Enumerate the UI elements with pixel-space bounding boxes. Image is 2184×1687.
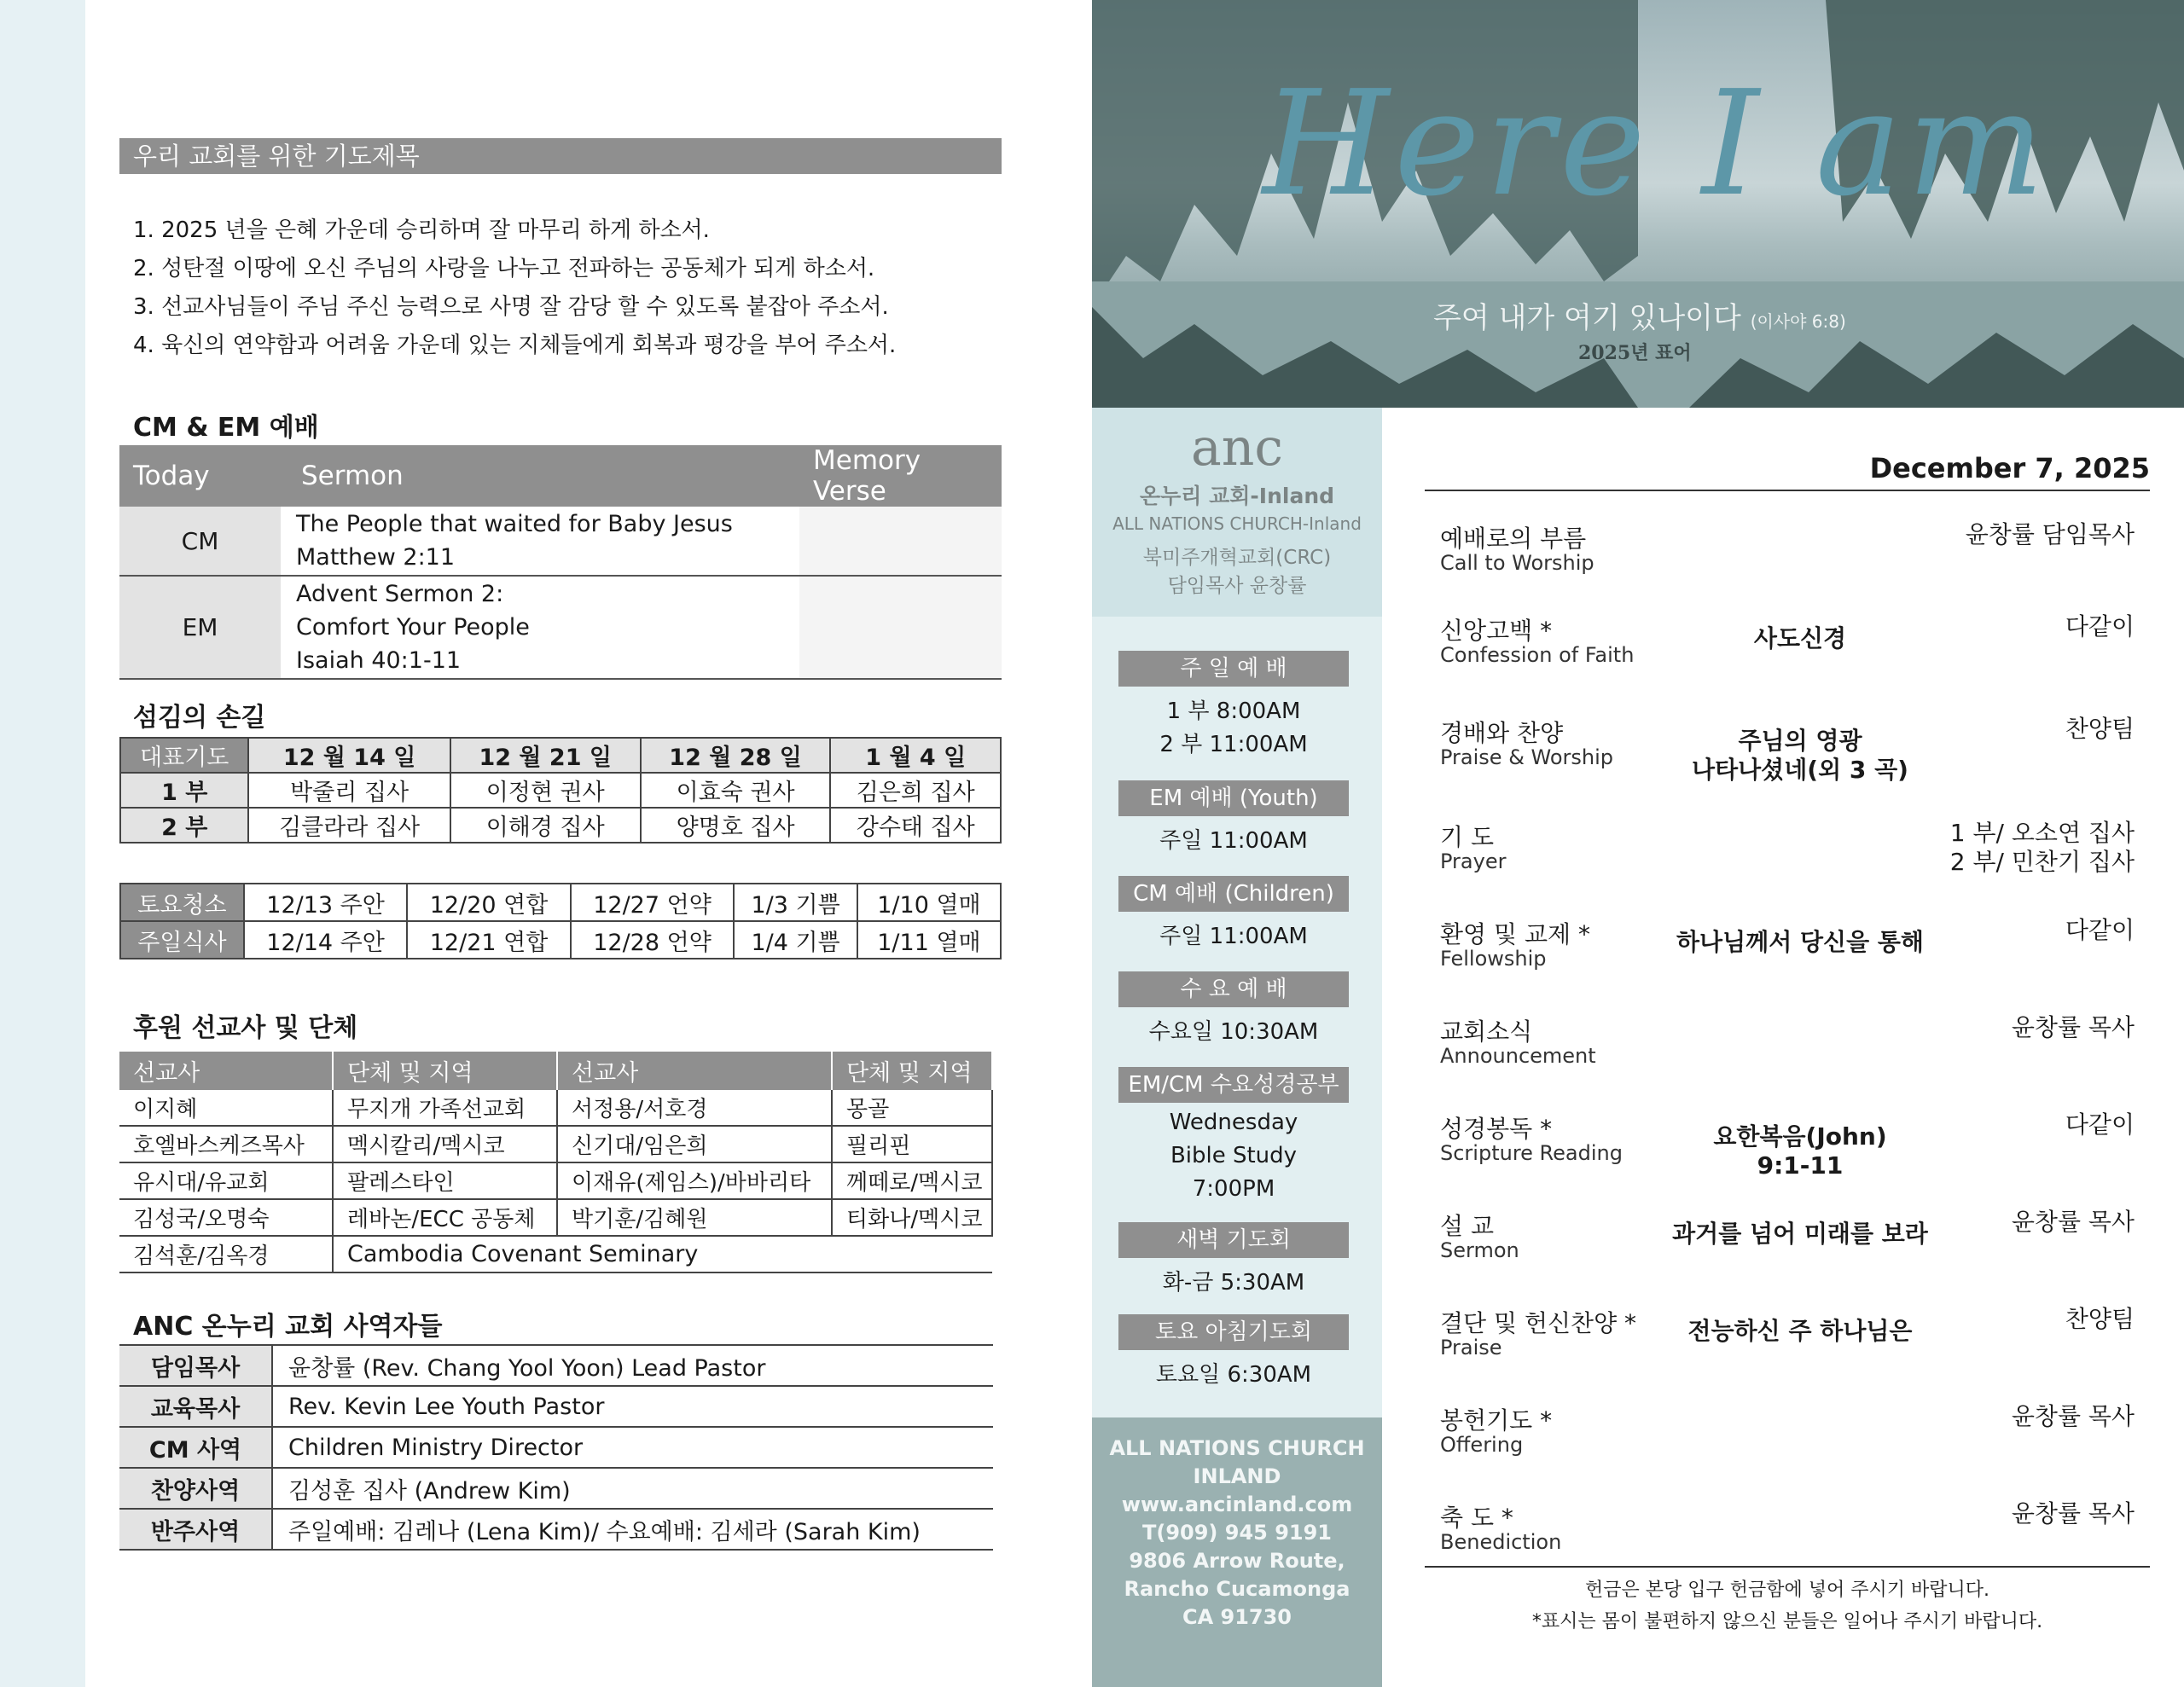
usher-cell: 박줄리 집사 xyxy=(248,773,450,808)
order-item-en: Praise xyxy=(1440,1336,1502,1359)
service-label: EM xyxy=(119,576,281,679)
footnotes xyxy=(1425,1574,2150,1638)
contact-line: CA 91730 xyxy=(1182,1605,1292,1629)
mission-cell: 신기대/임은희 xyxy=(557,1126,832,1162)
mission-cell: 박기훈/김혜원 xyxy=(557,1199,832,1236)
memory-verse xyxy=(799,576,1002,679)
usher-header: 12 월 28 일 xyxy=(641,738,831,773)
banner-verse-ko: 주여 내가 여기 있나이다 xyxy=(1433,301,1741,335)
usher-header: 12 월 21 일 xyxy=(450,738,641,773)
cleaning-cell: 1/11 열매 xyxy=(857,921,1001,959)
order-item-leader: 1 부/ 오소연 집사 2 부/ 민찬기 집사 xyxy=(1949,819,2135,876)
usher-header: 대표기도 xyxy=(120,738,248,773)
mission-cell: 필리핀 xyxy=(832,1126,992,1162)
order-item-ko: 봉헌기도 * xyxy=(1440,1406,1553,1435)
schedule-line: 주일 11:00AM xyxy=(1159,924,1308,949)
staff-row xyxy=(119,1468,993,1509)
order-item-leader: 윤창률 목사 xyxy=(2011,1013,2135,1041)
logo-name-en: ALL NATIONS CHURCH-Inland xyxy=(1112,513,1362,534)
cleaning-cell: 12/27 언약 xyxy=(571,884,734,921)
col-missionary-1: 선교사 xyxy=(119,1052,333,1090)
order-item-ko: 경배와 찬양 xyxy=(1440,719,1564,747)
logo-pastor: 담임목사 윤창률 xyxy=(1167,575,1307,597)
schedule-title: 새벽 기도회 xyxy=(1118,1222,1349,1258)
order-item-ko: 성경봉독 * xyxy=(1440,1115,1553,1143)
service-label: CM xyxy=(119,507,281,576)
order-item-leader: 윤창률 목사 xyxy=(2011,1208,2135,1236)
mission-cell: 호엘바스케즈목사 xyxy=(119,1126,333,1162)
cleaning-cell: 12/14 주안 xyxy=(244,921,407,959)
sermon-line: The People that waited for Baby Jesus xyxy=(296,511,733,537)
order-item-ko: 기 도 xyxy=(1440,823,1494,851)
staff-name: 김성훈 집사 (Andrew Kim) xyxy=(272,1468,993,1509)
left-decorative-strip xyxy=(0,0,85,1687)
mission-cell: 유시대/유교회 xyxy=(119,1162,333,1199)
staff-name: Rev. Kevin Lee Youth Pastor xyxy=(272,1386,993,1427)
cleaning-cell: 12/21 연합 xyxy=(407,921,570,959)
order-item-en: Benediction xyxy=(1440,1530,1562,1554)
footnote-offering: 헌금은 본당 입구 헌금함에 넣어 주시기 바랍니다. xyxy=(1585,1580,1989,1601)
anc-logo-icon: anc xyxy=(1190,418,1284,478)
service-sermon xyxy=(281,507,799,576)
schedule-title: 수 요 예 배 xyxy=(1118,971,1349,1007)
cleaning-row xyxy=(120,884,1001,921)
schedule-line: 주일 11:00AM xyxy=(1159,828,1308,854)
service-section-title: CM & EM 예배 xyxy=(133,413,319,443)
service-table xyxy=(119,445,1002,680)
contact-line: T(909) 945 9191 xyxy=(1141,1521,1332,1545)
order-item-leader: 찬양팀 xyxy=(2065,715,2135,743)
schedule-line: 수요일 10:30AM xyxy=(1148,1019,1319,1045)
usher-cell: 이정현 권사 xyxy=(450,773,641,808)
schedule-line: 2 부 11:00AM xyxy=(1159,732,1308,757)
missions-table xyxy=(119,1052,993,1273)
schedule-line: 1 부 8:00AM xyxy=(1166,699,1301,724)
contact-line: www.ancinland.com xyxy=(1121,1493,1353,1516)
logo-denomination: 북미주개혁교회(CRC) xyxy=(1142,547,1332,569)
order-bottom-rule xyxy=(1425,1566,2150,1568)
staff-name: Children Ministry Director xyxy=(272,1427,993,1468)
order-item-en: Scripture Reading xyxy=(1440,1141,1623,1165)
schedule-title: 토요 아침기도회 xyxy=(1118,1314,1349,1350)
col-today: Today xyxy=(119,445,281,507)
staff-name: 윤창률 (Rev. Chang Yool Yoon) Lead Pastor xyxy=(272,1346,993,1386)
mission-cell: 멕시칼리/멕시코 xyxy=(333,1126,557,1162)
schedule-title: CM 예배 (Children) xyxy=(1118,876,1349,912)
prayer-item: 1. 2025 년을 은혜 가운데 승리하며 잘 마무리 하게 하소서. xyxy=(133,217,710,243)
cleaning-row-label: 토요청소 xyxy=(120,884,244,921)
usher-section-title: 섬김의 손길 xyxy=(133,703,266,733)
order-item-en: Fellowship xyxy=(1440,947,1547,971)
staff-row xyxy=(119,1386,993,1427)
mission-cell: 무지개 가족선교회 xyxy=(333,1090,557,1126)
contact-block xyxy=(1092,1417,1382,1687)
cleaning-cell: 12/20 연합 xyxy=(407,884,570,921)
order-item-detail: 전능하신 주 하나님은 xyxy=(1687,1317,1913,1345)
contact-line: Rancho Cucamonga xyxy=(1124,1577,1350,1601)
mission-cell: 레바논/ECC 공동체 xyxy=(333,1199,557,1236)
cleaning-row xyxy=(120,921,1001,959)
sermon-line: Advent Sermon 2: xyxy=(296,581,504,607)
staff-role: 찬양사역 xyxy=(119,1468,272,1509)
order-item-leader: 다같이 xyxy=(2065,916,2135,944)
col-memory-verse: Memory Verse xyxy=(799,445,1002,507)
banner-verse-ref: (이사야 6:8) xyxy=(1750,311,1846,332)
mission-cell: 서정용/서호경 xyxy=(557,1090,832,1126)
staff-role: CM 사역 xyxy=(119,1427,272,1468)
usher-row-label: 1 부 xyxy=(120,773,248,808)
memory-verse xyxy=(799,507,1002,576)
order-item-ko: 예배로의 부름 xyxy=(1440,525,1587,553)
usher-row xyxy=(120,773,1001,808)
order-item-en: Call to Worship xyxy=(1440,551,1594,575)
col-org-1: 단체 및 지역 xyxy=(333,1052,557,1090)
staff-row xyxy=(119,1509,993,1550)
order-item-ko: 설 교 xyxy=(1440,1212,1494,1240)
col-missionary-2: 선교사 xyxy=(557,1052,832,1090)
mission-cell: 이재유(제임스)/바바리타 xyxy=(557,1162,832,1199)
usher-table xyxy=(119,737,1002,844)
missions-section-title: 후원 선교사 및 단체 xyxy=(133,1013,358,1043)
schedule-title: 주 일 예 배 xyxy=(1118,651,1349,687)
staff-role: 담임목사 xyxy=(119,1346,272,1386)
schedule-line: Wednesday xyxy=(1169,1110,1298,1135)
service-row xyxy=(119,507,1002,576)
contact-line: 9806 Arrow Route, xyxy=(1129,1549,1345,1573)
usher-header: 12 월 14 일 xyxy=(248,738,450,773)
mission-cell: 티화나/멕시코 xyxy=(832,1199,992,1236)
cleaning-cell: 12/13 주안 xyxy=(244,884,407,921)
staff-row xyxy=(119,1427,993,1468)
usher-cell: 김클라라 집사 xyxy=(248,808,450,843)
usher-row xyxy=(120,808,1001,843)
order-item-en: Confession of Faith xyxy=(1440,643,1635,667)
staff-table xyxy=(119,1346,993,1551)
date-rule xyxy=(1425,490,2150,491)
order-item-leader: 다같이 xyxy=(2065,612,2135,641)
order-item-en: Praise & Worship xyxy=(1440,745,1614,769)
mission-cell: 몽골 xyxy=(832,1090,992,1126)
order-item-leader: 찬양팀 xyxy=(2065,1305,2135,1333)
order-item-leader: 윤창률 목사 xyxy=(2011,1499,2135,1528)
sermon-line: Isaiah 40:1-11 xyxy=(296,647,462,674)
mission-row xyxy=(119,1090,992,1126)
order-item-en: Sermon xyxy=(1440,1238,1519,1262)
order-item-ko: 교회소식 xyxy=(1440,1017,1533,1046)
mission-cell: 김성국/오명숙 xyxy=(119,1199,333,1236)
order-item-ko: 결단 및 헌신찬양 * xyxy=(1440,1309,1637,1337)
staff-role: 교육목사 xyxy=(119,1386,272,1427)
cover-banner xyxy=(1092,0,2184,408)
banner-script-title: Here I am xyxy=(1263,60,2050,229)
order-item-en: Offering xyxy=(1440,1433,1524,1457)
order-item-en: Prayer xyxy=(1440,849,1507,873)
cleaning-table xyxy=(119,883,1002,959)
staff-row xyxy=(119,1346,993,1386)
usher-cell: 강수태 집사 xyxy=(830,808,1001,843)
order-item-ko: 환영 및 교제 * xyxy=(1440,920,1590,948)
usher-cell: 김은희 집사 xyxy=(830,773,1001,808)
cleaning-cell: 1/3 기쁨 xyxy=(734,884,857,921)
cleaning-cell: 1/10 열매 xyxy=(857,884,1001,921)
order-item-ko: 축 도 * xyxy=(1440,1504,1513,1532)
order-item-en: Announcement xyxy=(1440,1044,1596,1068)
mission-cell: 이지혜 xyxy=(119,1090,333,1126)
staff-role: 반주사역 xyxy=(119,1509,272,1550)
schedule-line: 토요일 6:30AM xyxy=(1155,1362,1312,1388)
mission-row xyxy=(119,1199,992,1236)
schedule-title: EM 예배 (Youth) xyxy=(1118,780,1349,816)
schedule-line: 화-금 5:30AM xyxy=(1162,1270,1305,1296)
mission-row xyxy=(119,1126,992,1162)
order-item-detail: 하나님께서 당신을 통해 xyxy=(1676,928,1924,956)
mission-row xyxy=(119,1236,992,1272)
usher-cell: 양명호 집사 xyxy=(641,808,831,843)
sermon-line: Matthew 2:11 xyxy=(296,544,456,571)
logo-block xyxy=(1092,408,1382,617)
col-org-2: 단체 및 지역 xyxy=(832,1052,992,1090)
banner-year-motto: 2025년 표어 xyxy=(1578,342,1692,364)
mission-cell: 김석훈/김옥경 xyxy=(119,1236,333,1272)
usher-header: 1 월 4 일 xyxy=(830,738,1001,773)
prayer-list xyxy=(133,212,986,365)
prayer-item: 2. 성탄절 이땅에 오신 주님의 사랑을 나누고 전파하는 공동체가 되게 하소서. xyxy=(133,256,875,281)
prayer-item: 3. 선교사님들이 주님 주신 능력으로 사명 잘 감당 할 수 있도록 붙잡아 주소서. xyxy=(133,294,889,320)
order-item-ko: 신앙고백 * xyxy=(1440,617,1553,645)
banner-verse xyxy=(1433,294,1846,336)
mission-cell: 팔레스타인 xyxy=(333,1162,557,1199)
cleaning-cell: 12/28 언약 xyxy=(571,921,734,959)
staff-name: 주일예배: 김레나 (Lena Kim)/ 수요예배: 김세라 (Sarah Kim) xyxy=(272,1509,993,1550)
order-item-leader: 윤창률 담임목사 xyxy=(1965,520,2135,548)
schedule-title: EM/CM 수요성경공부 xyxy=(1118,1067,1349,1103)
schedule-line: 7:00PM xyxy=(1192,1176,1275,1202)
bulletin-date: December 7, 2025 xyxy=(1869,452,2150,484)
footnote-stand: *표시는 몸이 불편하지 않으신 분들은 일어나 주시기 바랍니다. xyxy=(1531,1611,2043,1632)
cleaning-row-label: 주일식사 xyxy=(120,921,244,959)
order-item-leader: 다같이 xyxy=(2065,1110,2135,1139)
prayer-item: 4. 육신의 연약함과 어려움 가운데 있는 지체들에게 회복과 평강을 부어 주소서. xyxy=(133,333,897,358)
prayer-section-header: 우리 교회를 위한 기도제목 xyxy=(119,138,1002,174)
sermon-line: Comfort Your People xyxy=(296,614,530,641)
contact-line: INLAND xyxy=(1193,1464,1281,1488)
contact-line: ALL NATIONS CHURCH xyxy=(1109,1436,1365,1460)
order-item-detail: 사도신경 xyxy=(1753,624,1847,652)
order-item-leader: 윤창률 목사 xyxy=(2011,1402,2135,1430)
service-sermon xyxy=(281,576,799,679)
usher-cell: 이해경 집사 xyxy=(450,808,641,843)
cleaning-cell: 1/4 기쁨 xyxy=(734,921,857,959)
service-row xyxy=(119,576,1002,679)
order-item-detail: 주님의 영광 나타나셨네(외 3 곡) xyxy=(1692,727,1908,784)
col-sermon: Sermon xyxy=(281,445,799,507)
usher-row-label: 2 부 xyxy=(120,808,248,843)
staff-section-title: ANC 온누리 교회 사역자들 xyxy=(133,1312,443,1342)
schedule-line: Bible Study xyxy=(1170,1143,1298,1168)
usher-cell: 이효숙 권사 xyxy=(641,773,831,808)
mission-cell: 께떼로/멕시코 xyxy=(832,1162,992,1199)
mission-cell: Cambodia Covenant Seminary xyxy=(333,1236,992,1272)
logo-name-ko: 온누리 교회-Inland xyxy=(1139,484,1335,508)
order-item-detail: 요한복음(John) 9:1-11 xyxy=(1713,1122,1887,1180)
mission-row xyxy=(119,1162,992,1199)
order-item-detail: 과거를 넘어 미래를 보라 xyxy=(1672,1220,1928,1248)
